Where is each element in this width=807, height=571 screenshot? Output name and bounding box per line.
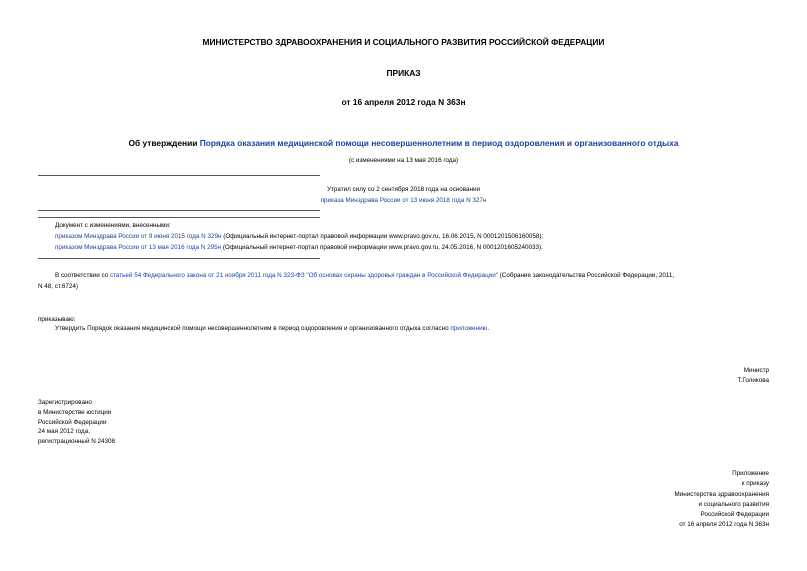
amendment-link[interactable]: приказом Минздрава России от 13 мая 2016 года N 295н — [55, 244, 222, 251]
subject-title — [0, 138, 807, 148]
appendix-line: и социального развития — [698, 500, 769, 508]
subject-order-link[interactable]: Порядка оказания медицинской помощи несовершеннолетним в период оздоровления и организованного отдыха — [199, 138, 679, 148]
divider — [38, 258, 320, 259]
order-date: от 16 апреля 2012 года N 363н — [341, 97, 466, 107]
amendments-intro: Документ с изменениями, внесенными: — [55, 222, 171, 229]
repeal-link-line — [0, 197, 807, 204]
signature-name: Т.Голикова — [737, 377, 769, 384]
divider — [38, 175, 320, 176]
order-text-main: Утвердить Порядок оказания медицинской помощи несовершеннолетним в период оздоровления и организованного отдыха согласно — [55, 325, 451, 332]
registration-block — [38, 398, 115, 447]
repeal-notice: Утратил силу со 2 сентября 2018 года на основании — [326, 186, 480, 193]
basis-paragraph — [55, 272, 674, 279]
order-text — [55, 325, 489, 332]
amendment-link[interactable]: приказом Минздрава России от 9 июня 2015 года N 329н — [55, 233, 222, 240]
divider — [38, 217, 320, 218]
registration-line: 24 мая 2012 года, — [38, 428, 90, 436]
appendix-line: Российской Федерации — [700, 511, 769, 519]
changes-note: (с изменениями на 13 мая 2016 года) — [348, 157, 459, 164]
order-verb: приказываю: — [38, 316, 76, 323]
appendix-line: к приказу — [741, 480, 769, 488]
basis-prefix: В соответствии со — [55, 272, 110, 279]
signature-position: Министр — [743, 367, 769, 374]
registration-line: Российской Федерации — [38, 418, 107, 426]
appendix-line: Приложение — [732, 470, 769, 477]
appendix-block — [675, 469, 769, 531]
amendment-text: (Официальный интернет-портал правовой информации www.pravo.gov.ru, 24.05.2016, N 0001201605240033). — [221, 244, 543, 251]
registration-line: регистрационный N 24308 — [38, 438, 116, 446]
appendix-line: Министерства здравоохранения — [674, 490, 769, 498]
appendix-link[interactable]: приложению — [450, 325, 488, 332]
basis-paragraph-cont: N 48, ст.6724) — [38, 283, 78, 290]
order-text-end: . — [487, 325, 490, 332]
repeal-order-link[interactable]: приказа Минздрава России от 13 июня 2018 года N 327н — [320, 197, 487, 204]
ministry-heading: МИНИСТЕРСТВО ЗДРАВООХРАНЕНИЯ И СОЦИАЛЬНОГО РАЗВИТИЯ РОССИЙСКОЙ ФЕДЕРАЦИИ — [202, 37, 605, 47]
amendment-item — [55, 244, 543, 251]
amendment-text: (Официальный интернет-портал правовой информации www.pravo.gov.ru, 16.06.2015, N 0001201506160058); — [221, 233, 544, 240]
order-heading: ПРИКАЗ — [386, 68, 421, 78]
amendment-item — [55, 233, 543, 240]
law-article-link[interactable]: статьей 54 Федерального закона от 21 ноября 2011 года N 323-ФЗ "Об основах охраны здоровья граждан в Российской Федерации" — [109, 272, 498, 279]
appendix-line: от 16 апреля 2012 года N 363н — [679, 521, 769, 529]
basis-suffix: (Собрание законодательства Российской Федерации, 2011, — [497, 272, 675, 279]
subject-prefix: Об утверждении — [128, 138, 200, 148]
registration-line: в Министерстве юстиции — [38, 408, 112, 416]
registration-line: Зарегистрировано — [38, 399, 92, 406]
divider — [38, 210, 320, 211]
